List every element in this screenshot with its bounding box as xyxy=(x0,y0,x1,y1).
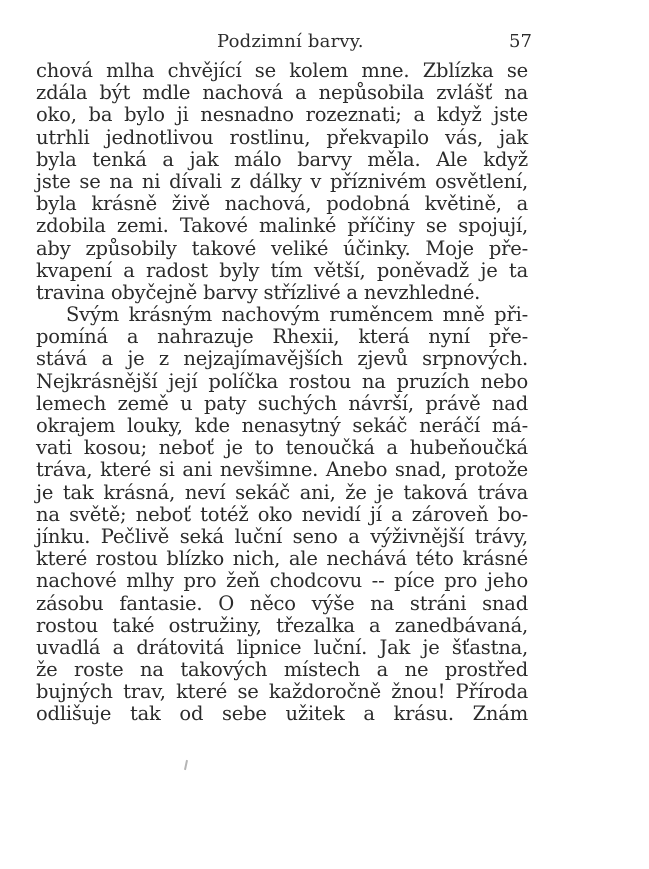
text-line: utrhli jednotlivou rostlinu, překvapilo vás, jak xyxy=(36,125,528,149)
text-line: oko, ba bylo ji nesnadno rozeznati; a když jste xyxy=(36,103,528,127)
text-line: Nejkrásnější její políčka rostou na pruzích nebo xyxy=(36,369,528,393)
text-line: které rostou blízko nich, ale nechává této krásné xyxy=(36,547,528,571)
text-line: jínku. Pečlivě seká luční seno a výživnější trávy, xyxy=(36,524,528,548)
text-line: uvadlá a drátovitá lipnice luční. Jak je šťastna, xyxy=(36,635,528,659)
text-line: vati kosou; neboť je to tenoučká a hubeňoučká xyxy=(36,436,528,460)
print-speck xyxy=(184,760,188,770)
text-line: travina obyčejně barvy střízlivé a nevzhledné. xyxy=(36,280,481,304)
text-line: kvapení a radost byly tím větší, poněvadž je ta xyxy=(36,258,528,282)
running-title: Podzimní barvy. xyxy=(217,31,364,52)
text-line: na světě; neboť totéž oko nevidí jí a zároveň bo- xyxy=(36,502,528,526)
paragraph-1 xyxy=(36,60,528,304)
text-line: zdála být mdle nachová a nepůsobila zvlášť na xyxy=(36,81,528,105)
text-line: byla tenká a jak málo barvy měla. Ale když xyxy=(36,147,528,171)
text-line: zásobu fantasie. O něco výše na stráni snad xyxy=(36,591,528,615)
text-line: je tak krásná, neví sekáč ani, že je taková tráva xyxy=(36,480,528,504)
text-line: pomíná a nahrazuje Rhexii, která nyní pře- xyxy=(36,325,528,349)
text-line: stává a je z nejzajímavějších zjevů srpnových. xyxy=(36,347,528,371)
text-line: zdobila zemi. Takové malinké příčiny se spojují, xyxy=(36,214,528,238)
text-line: tráva, které si ani nevšimne. Anebo snad, protože xyxy=(36,458,528,482)
text-line: nachové mlhy pro žeň chodcovu -- píce pro jeho xyxy=(36,569,528,593)
text-line: že roste na takových místech a ne prostřed xyxy=(36,658,528,682)
text-line: okrajem louky, kde nenasytný sekáč neráčí má- xyxy=(36,414,528,437)
text-line: chová mlha chvějící se kolem mne. Zblízka se xyxy=(36,59,528,82)
body-text xyxy=(36,60,528,726)
text-line: odlišuje tak od sebe užitek a krásu. Znám xyxy=(36,702,528,726)
text-line: Svým krásným nachovým ruměncem mně při- xyxy=(66,303,528,327)
page-number: 57 xyxy=(509,31,532,52)
paragraph-2 xyxy=(36,304,528,726)
text-line: lemech země u paty suchých návrší, právě nad xyxy=(36,391,528,415)
text-line: aby způsobily takové veliké účinky. Moje pře- xyxy=(36,236,528,260)
text-line: bujných trav, které se každoročně žnou! Příroda xyxy=(36,680,528,704)
text-line: byla krásně živě nachová, podobná květině, a xyxy=(36,192,528,216)
text-line: jste se na ni dívali z dálky v příznivém osvětlení, xyxy=(36,169,528,193)
text-line: rostou také ostružiny, třezalka a zanedbávaná, xyxy=(36,613,528,637)
